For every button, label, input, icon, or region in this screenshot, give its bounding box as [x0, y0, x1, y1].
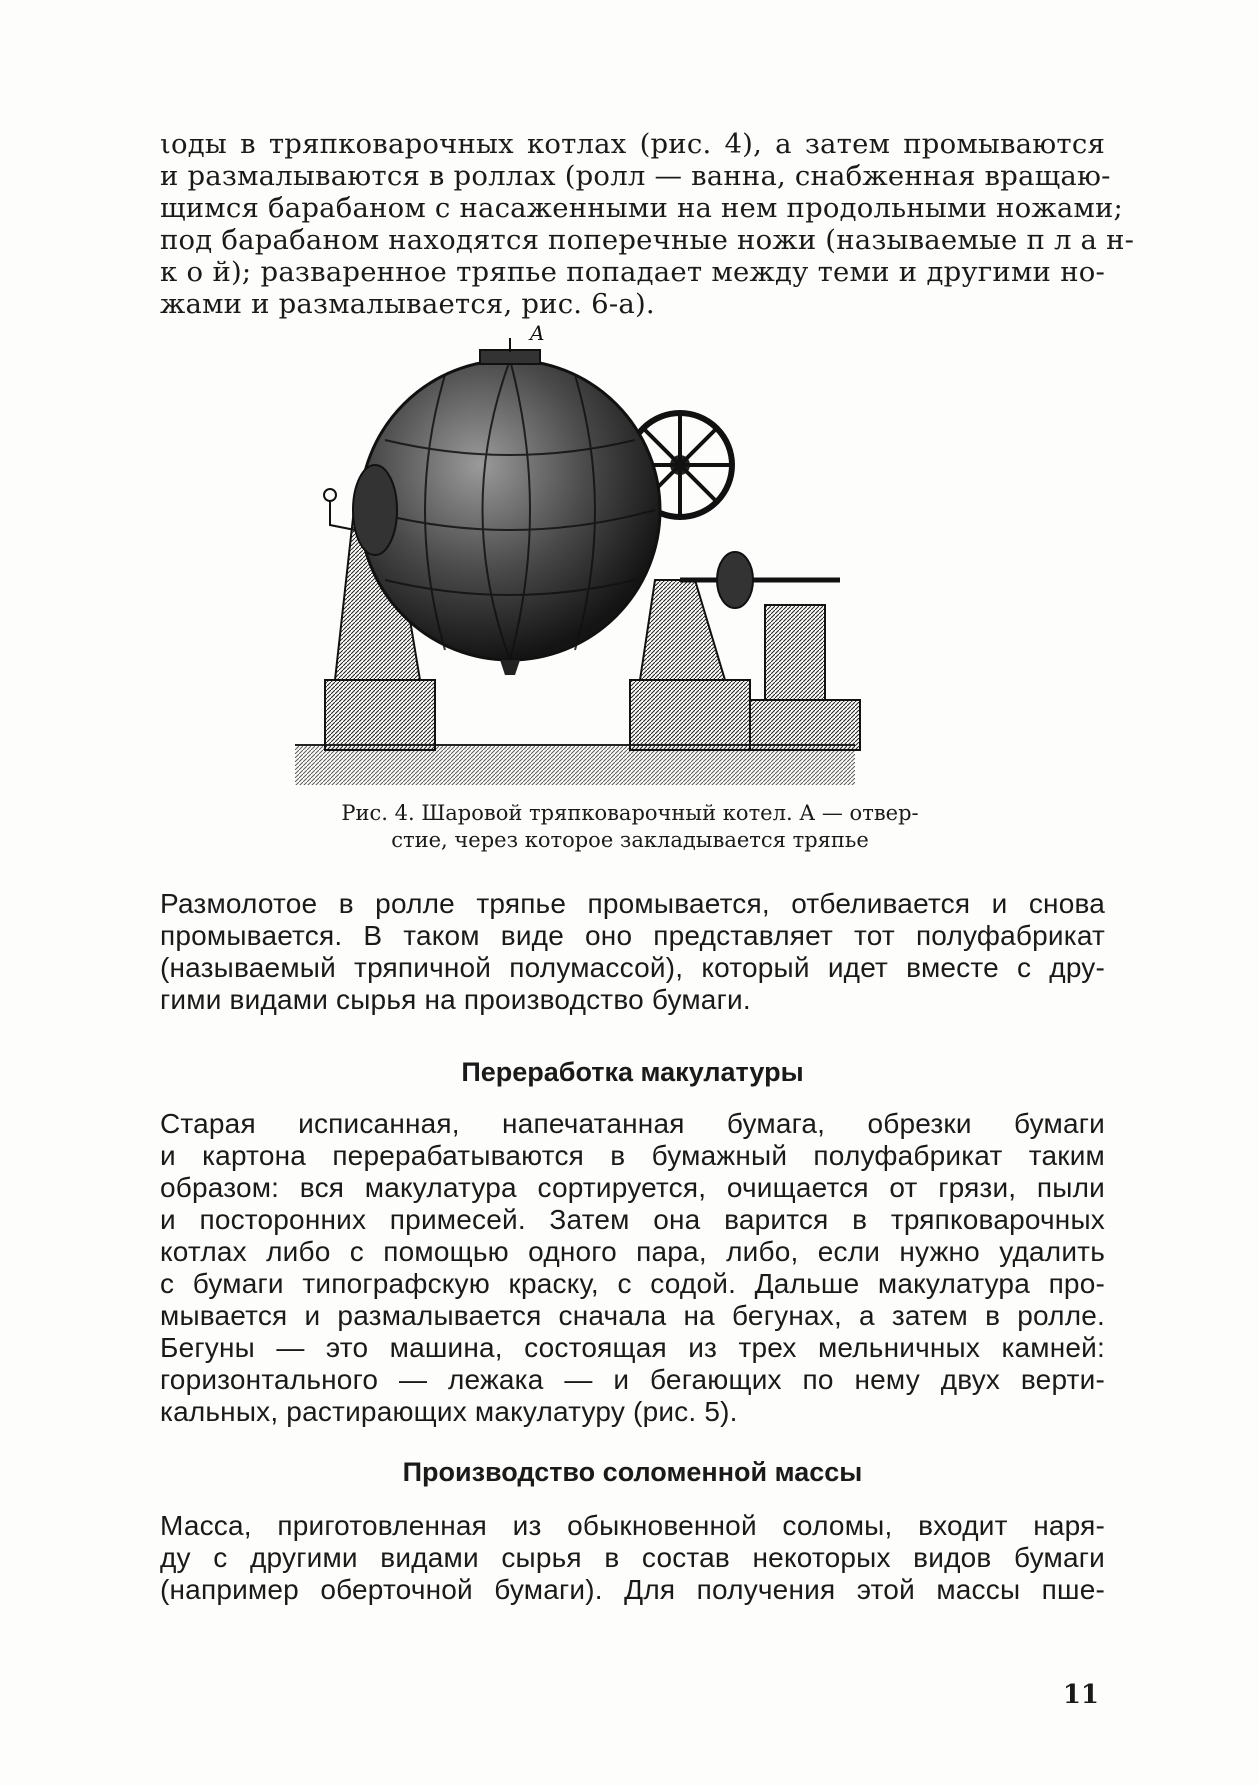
text-line: щимся барабаном с насаженными на нем продольными ножами;: [160, 192, 1123, 224]
text-line: (например оберточной бумаги). Для получения этой массы пше-: [160, 1574, 1105, 1605]
text-line: промывается. В таком виде оно представляет тот полуфабрикат: [160, 920, 1105, 951]
label-a: A: [530, 321, 545, 345]
paragraph-waste-paper: [160, 1108, 1105, 1428]
text-line: котлах либо с помощью одного пара, либо, если нужно удалить: [160, 1236, 1105, 1267]
text-line: Старая исписанная, напечатанная бумага, обрезки бумаги: [160, 1108, 1105, 1139]
section-heading: Производство соломенной массы: [402, 1457, 863, 1487]
paragraph-rag-washing: [160, 888, 1105, 1016]
text-line: гими видами сырья на производство бумаги.: [160, 984, 751, 1015]
section-heading: Переработка макулатуры: [461, 1057, 804, 1087]
caption-line: стие, через которое закладывается тряпье: [391, 828, 869, 852]
text-line: и посторонних примесей. Затем она варится в тряпковарочных: [160, 1204, 1105, 1235]
paragraph-straw-pulp: [160, 1510, 1105, 1606]
text-line: образом: вся макулатура сортируется, очищается от грязи, пыли: [160, 1172, 1105, 1203]
text-line: (называемый тряпичной полумассой), который идет вместе с дру-: [160, 952, 1105, 983]
text-line: и размалываются в роллах (ролл — ванна, снабженная вращаю-: [160, 160, 1111, 192]
text-line: горизонтального — лежака — и бегающих по нему двух верти-: [160, 1364, 1105, 1395]
text-line: Масса, приготовленная из обыкновенной соломы, входит наря-: [160, 1510, 1105, 1541]
text-line: мывается и размалывается сначала на бегунах, а затем в ролле.: [160, 1300, 1105, 1331]
text-line: Бегуны — это машина, состоящая из трех мельничных камней:: [160, 1332, 1105, 1363]
text-line: ιоды в тряпковарочных котлах (рис. 4), а затем промываются: [160, 128, 1105, 160]
text-line: и картона перерабатываются в бумажный полуфабрикат таким: [160, 1140, 1105, 1171]
figure-boiler-illustration: [295, 321, 980, 795]
text-line: Размолотое в ролле тряпье промывается, отбеливается и снова: [160, 888, 1105, 919]
text-line: кальных, растирающих макулатуру (рис. 5).: [160, 1396, 738, 1427]
figure-caption: [300, 800, 960, 854]
caption-line: Рис. 4. Шаровой тряпковарочный котел. А — отвер-: [341, 801, 919, 825]
text-line: ду с другими видами сырья в состав некоторых видов бумаги: [160, 1542, 1105, 1573]
paragraph-intro: [160, 128, 1135, 320]
page-number: 11: [1062, 1680, 1099, 1710]
text-line: с бумаги типографскую краску, с содой. Дальше макулатура про-: [160, 1268, 1105, 1299]
text-line: жами и размалывается, рис. 6-а).: [160, 288, 655, 320]
text-line: к о й); разваренное тряпье попадает между теми и другими но-: [160, 256, 1105, 288]
text-line: под барабаном находятся поперечные ножи (называемые п л а н-: [160, 224, 1135, 256]
spherical-boiler-drawing: [295, 321, 980, 795]
